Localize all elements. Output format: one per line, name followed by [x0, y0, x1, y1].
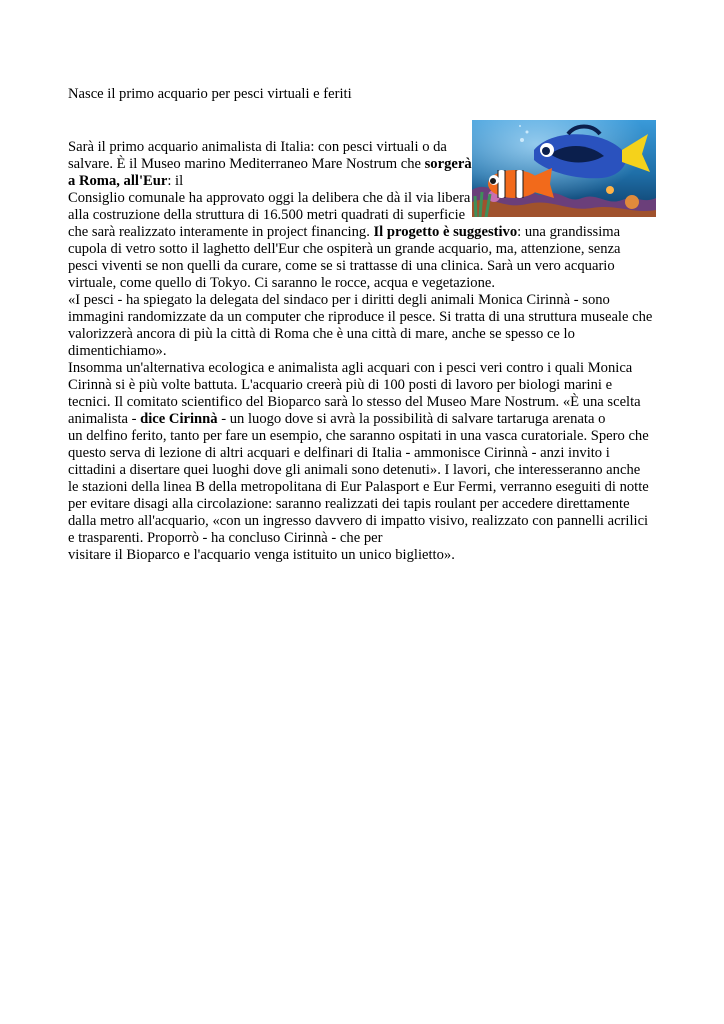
body-line: Sarà il primo acquario animalista di Italia: con pesci virtuali o da — [68, 139, 447, 155]
body-line: un delfino ferito, tanto per fare un esempio, che saranno ospitati in una vasca curatoriale. Spero che — [68, 428, 649, 444]
body-line — [68, 411, 605, 428]
body-line: cittadini a disertare quei luoghi dove gli animali sono detenuti». I lavori, che interesseranno anche — [68, 462, 641, 478]
body-line: virtuale, come quello di Tokyo. Ci saranno le rocce, acqua e vegetazione. — [68, 275, 496, 291]
body-line: Insomma un'alternativa ecologica e animalista agli acquari con i pesci veri contro i quali Monica — [68, 360, 633, 376]
body-line: «I pesci - ha spiegato la delegata del sindaco per i diritti degli animali Monica Cirinnà - sono — [68, 292, 610, 308]
body-line — [68, 156, 472, 173]
body-line: questo serva di lezione di altri acquari e delfinari di Italia - ammonisce Cirinnà - anzi invito i — [68, 445, 610, 461]
body-line: per evitare disagi alla circolazione: saranno realizzati dei tapis roulant per accedere direttamente — [68, 496, 630, 512]
body-line: dalla metro all'acquario, «con un ingresso davvero di impatto visivo, realizzato con pannelli acrilici — [68, 513, 649, 529]
body-line: alla costruzione della struttura di 16.500 metri quadrati di superficie — [68, 207, 466, 223]
body-line — [68, 224, 620, 241]
text-span: che sarà realizzato interamente in project financing. — [68, 224, 374, 240]
body-line: visitare il Bioparco e l'acquario venga istituito un unico biglietto». — [68, 547, 455, 563]
bold-text: Il progetto è suggestivo — [373, 224, 518, 240]
body-line: immagini randomizzate da un computer che riproduce il pesce. Si tratta di una struttura museale che — [68, 309, 653, 325]
body-line: le stazioni della linea B della metropolitana di Eur Palasport e Eur Fermi, verranno eseguiti di notte — [68, 479, 649, 495]
bold-text: sorgerà — [424, 156, 472, 172]
body-line — [68, 173, 183, 190]
body-line: cupola di vetro sotto il laghetto dell'Eur che ospiterà un grande acquario, ma, attenzione, senza — [68, 241, 621, 257]
fish-illustration — [472, 120, 656, 217]
body-line: valorizzerà ancora di più la città di Roma che è una città di mare, anche se spesso ce lo — [68, 326, 575, 342]
clownfish-icon — [488, 168, 554, 198]
body-line: Cirinnà si è più volte battuta. L'acquario creerà più di 100 posti di lavoro per biologi marini e — [68, 377, 613, 393]
body-line: tecnici. Il comitato scientifico del Bioparco sarà lo stesso del Museo Mare Nostrum. «È una scelta — [68, 394, 641, 410]
article-title: Nasce il primo acquario per pesci virtuali e feriti — [68, 86, 352, 102]
text-span: : il — [167, 173, 184, 189]
text-span: animalista - — [68, 411, 141, 427]
text-span: salvare. È il Museo marino Mediterraneo Mare Nostrum che — [68, 156, 425, 172]
aquarium-fish-image — [472, 120, 656, 217]
bold-text: a Roma, all'Eur — [68, 173, 168, 189]
body-line: Consiglio comunale ha approvato oggi la delibera che dà il via libera — [68, 190, 471, 206]
body-line: dimentichiamo». — [68, 343, 167, 359]
body-line: pesci viventi se non quelli da curare, come se si trattasse di una clinica. Sarà un vero acquario — [68, 258, 615, 274]
text-span: : una grandissima — [517, 224, 621, 240]
text-span: - un luogo dove si avrà la possibilità di salvare tartaruga arenata o — [217, 411, 606, 427]
body-line: e trasparenti. Proporrò - ha concluso Cirinnà - che per — [68, 530, 383, 546]
bold-text: dice Cirinnà — [140, 411, 218, 427]
